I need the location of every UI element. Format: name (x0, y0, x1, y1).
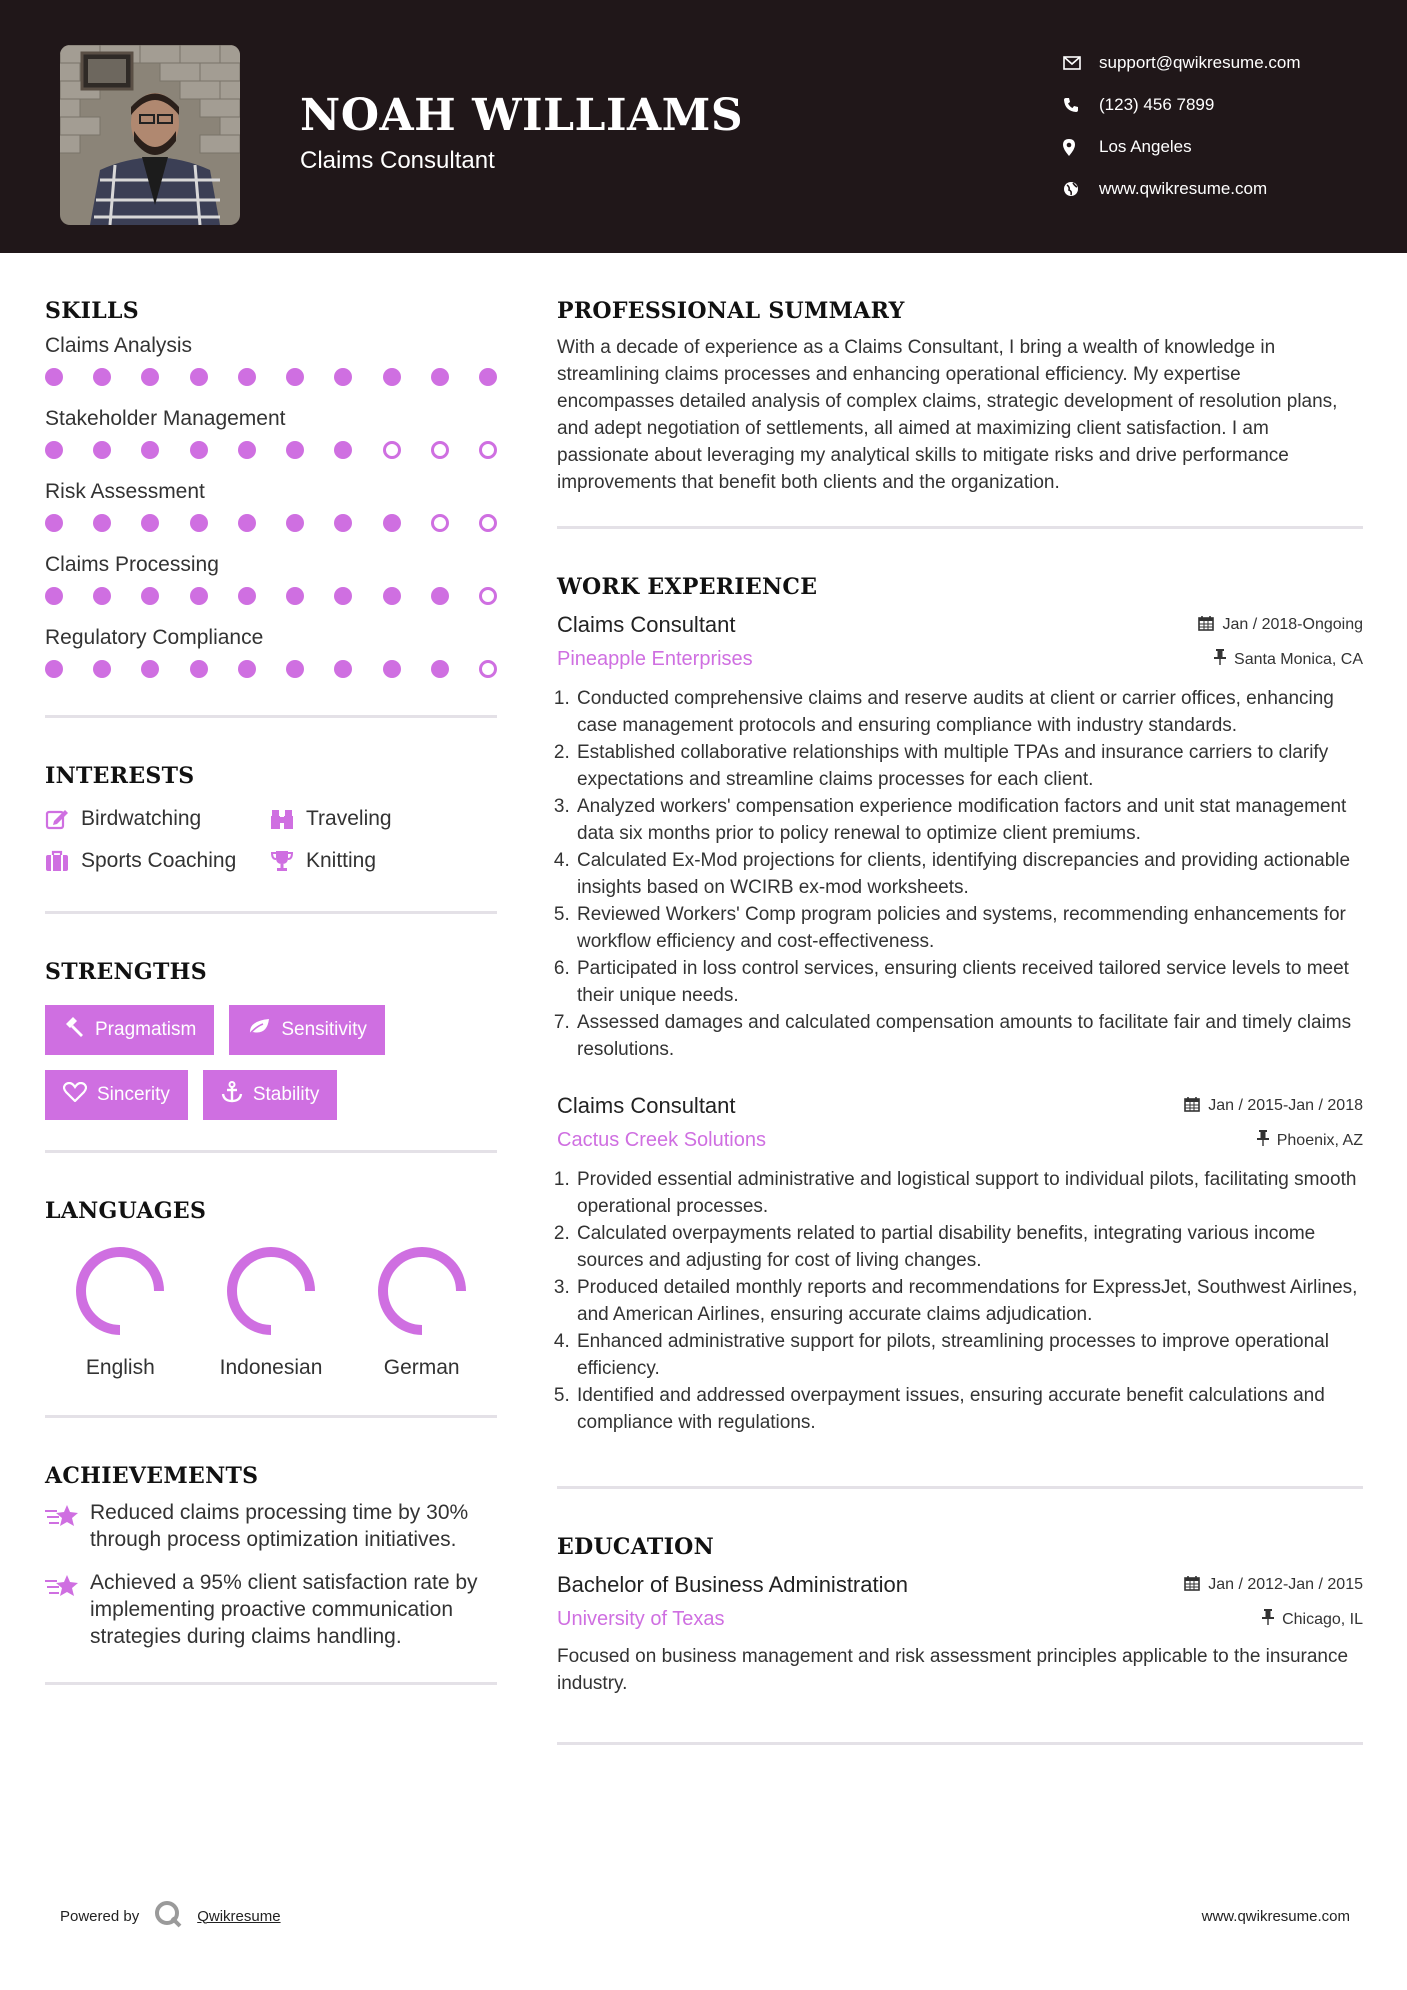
rating-dot-filled (45, 514, 63, 532)
summary-section (557, 298, 1363, 496)
rating-dot-filled (141, 368, 159, 386)
achievement-item (45, 1499, 497, 1553)
rating-dot-filled (190, 441, 208, 459)
achievement-text: Achieved a 95% client satisfaction rate by implementing proactive communication strategies during claims handling. (90, 1571, 478, 1648)
job-bullet: 1. Conducted comprehensive claims and reserve audits at client or carrier offices, enhancing case management protocols and ensuring compliance with industry standards. (575, 685, 1363, 739)
rating-dot-filled (479, 368, 497, 386)
rating-dot-filled (238, 660, 256, 678)
education-school: University of Texas (557, 1608, 725, 1630)
job-entry (557, 612, 1363, 1063)
language-name: German (383, 1356, 460, 1379)
rating-dot-filled (238, 514, 256, 532)
summary-text: With a decade of experience as a Claims Consultant, I bring a wealth of knowledge in streamlining claims processes and enhancing operational efficiency. My expertise encompasses detailed analysis of complex claims, strategic development of resolution plans, and adept negotiation of settlements, all aimed at maximizing client satisfaction. I am passionate about leveraging my analytical skills to mitigate risks and drive performance improvements that benefit both clients and the organization. (557, 337, 1338, 493)
trophy-icon (270, 850, 306, 872)
interest-label: Sports Coaching (81, 849, 237, 872)
section-divider (45, 911, 497, 914)
section-divider (45, 1415, 497, 1418)
job-dates-text: Jan / 2018-Ongoing (1222, 616, 1363, 633)
pushpin-icon (1262, 1609, 1274, 1630)
language-name: Indonesian (219, 1356, 323, 1379)
right-column (557, 298, 1363, 1745)
job-entry (557, 1093, 1363, 1436)
achievements-heading: ACHIEVEMENTS (45, 1463, 259, 1489)
skill-name: Claims Analysis (45, 334, 193, 357)
achievements-section (45, 1463, 497, 1650)
skill-name: Regulatory Compliance (45, 626, 264, 649)
rating-dot-filled (334, 660, 352, 678)
powered-by (60, 1899, 281, 1933)
job-bullet: 3. Produced detailed monthly reports and recommendations for ExpressJet, Southwest Airlines, and American Airlines, ensuring accurate claims adjudication. (575, 1274, 1363, 1328)
section-divider (45, 715, 497, 718)
job-bullet: 5. Reviewed Workers' Comp program policies and systems, recommending enhancements for workflow efficiency and cost-effectiveness. (575, 901, 1363, 955)
rating-dot-filled (190, 587, 208, 605)
interest-label: Birdwatching (81, 807, 202, 830)
contact-website-text: www.qwikresume.com (1099, 179, 1268, 198)
rating-dot-filled (141, 660, 159, 678)
contact-email[interactable] (1063, 42, 1301, 84)
skill-name: Claims Processing (45, 553, 219, 576)
job-company: Pineapple Enterprises (557, 648, 753, 670)
interest-label: Traveling (306, 807, 392, 830)
rating-dot-filled (334, 368, 352, 386)
skill-rating (45, 437, 497, 459)
skill-item (45, 324, 497, 397)
rating-dot-filled (431, 368, 449, 386)
rating-dot-filled (190, 514, 208, 532)
calendar-icon (1184, 1096, 1200, 1117)
section-divider (557, 526, 1363, 529)
interests-heading: INTERESTS (45, 763, 195, 789)
job-dates (1198, 615, 1363, 636)
rating-dot-filled (45, 441, 63, 459)
rating-dot-empty (383, 441, 401, 459)
education-description: Focused on business management and risk assessment principles applicable to the insurance industry. (557, 1646, 1349, 1694)
contact-location-text: Los Angeles (1099, 137, 1192, 156)
contact-list (1063, 42, 1301, 210)
rating-dot-filled (431, 587, 449, 605)
leaf-icon (247, 1017, 271, 1043)
job-title: Claims Consultant (557, 1093, 736, 1118)
rating-dot-empty (479, 587, 497, 605)
experience-section (557, 574, 1363, 1436)
language-gauge (375, 1244, 469, 1338)
languages-heading: LANGUAGES (45, 1198, 207, 1224)
skill-rating (45, 510, 497, 532)
rating-dot-filled (238, 368, 256, 386)
contact-location (1063, 126, 1301, 168)
strengths-section (45, 959, 497, 1120)
pencil-square-icon (45, 808, 81, 830)
contact-phone-text: (123) 456 7899 (1099, 95, 1215, 114)
skills-heading: SKILLS (45, 298, 139, 324)
job-company: Cactus Creek Solutions (557, 1129, 766, 1151)
skill-rating (45, 656, 497, 678)
rating-dot-filled (141, 514, 159, 532)
job-dates-text: Jan / 2015-Jan / 2018 (1208, 1097, 1363, 1114)
languages-section (45, 1198, 497, 1380)
experience-heading: WORK EXPERIENCE (557, 574, 818, 600)
rating-dot-filled (45, 660, 63, 678)
achievement-text: Reduced claims processing time by 30% through process optimization initiatives. (90, 1501, 469, 1551)
skills-list (45, 324, 497, 689)
job-location (1257, 1130, 1363, 1151)
job-bullet: 7. Assessed damages and calculated compensation amounts to facilitate fair and timely claims resolutions. (575, 1009, 1363, 1063)
education-dates-text: Jan / 2012-Jan / 2015 (1208, 1576, 1363, 1593)
skills-section (45, 298, 497, 689)
binoculars-icon (270, 808, 306, 830)
section-divider (45, 1682, 497, 1685)
rating-dot-filled (334, 514, 352, 532)
rating-dot-filled (93, 514, 111, 532)
brand-link[interactable]: Qwikresume (197, 1907, 281, 1925)
language-name: English (85, 1356, 155, 1379)
page-footer (60, 1896, 1350, 1936)
section-divider (45, 1150, 497, 1153)
rating-dot-filled (431, 660, 449, 678)
strength-label: Pragmatism (95, 1019, 197, 1040)
skill-name: Risk Assessment (45, 480, 205, 503)
strength-tag (45, 1070, 188, 1120)
profile-photo (60, 45, 240, 225)
job-dates (1184, 1096, 1363, 1117)
strength-label: Stability (252, 1084, 320, 1105)
powered-by-text: Powered by (60, 1907, 140, 1925)
envelope-icon (1063, 56, 1099, 70)
section-divider (557, 1742, 1363, 1745)
candidate-name: NOAH WILLIAMS (300, 90, 744, 141)
job-bullet: 4. Enhanced administrative support for pilots, streamlining processes to improve operational efficiency. (575, 1328, 1363, 1382)
skill-name: Stakeholder Management (45, 407, 286, 430)
heart-icon (63, 1082, 87, 1108)
rating-dot-filled (334, 587, 352, 605)
interests-section (45, 763, 497, 873)
rating-dot-filled (286, 368, 304, 386)
strengths-heading: STRENGTHS (45, 959, 207, 985)
rating-dot-filled (141, 587, 159, 605)
language-item (45, 1244, 196, 1380)
skill-rating (45, 364, 497, 386)
rating-dot-filled (45, 368, 63, 386)
skill-item (45, 470, 497, 543)
education-section (557, 1534, 1363, 1697)
hammer-icon (63, 1016, 85, 1044)
qwikresume-logo-icon (153, 1899, 183, 1933)
strength-label: Sensitivity (281, 1019, 367, 1040)
contact-website[interactable] (1063, 168, 1301, 210)
anchor-icon (221, 1081, 243, 1109)
section-divider (557, 1486, 1363, 1489)
resume-header (0, 0, 1407, 253)
job-bullet: 2. Calculated overpayments related to partial disability benefits, integrating various income sources and adjusting for cost of living changes. (575, 1220, 1363, 1274)
globe-icon (1063, 181, 1099, 197)
pushpin-icon (1214, 649, 1226, 670)
education-heading: EDUCATION (557, 1534, 715, 1560)
strength-tag (45, 1005, 214, 1055)
contact-phone[interactable] (1063, 84, 1301, 126)
job-bullet: 3. Analyzed workers' compensation experience modification factors and unit stat management data six months prior to policy renewal to optimize client premiums. (575, 793, 1363, 847)
summary-heading: PROFESSIONAL SUMMARY (557, 298, 905, 324)
rating-dot-filled (334, 441, 352, 459)
skill-item (45, 543, 497, 616)
candidate-title: Claims Consultant (300, 147, 495, 174)
job-bullets (557, 1166, 1363, 1436)
achievement-item (45, 1569, 497, 1650)
rating-dot-filled (383, 514, 401, 532)
left-column (45, 298, 497, 1685)
rating-dot-empty (431, 514, 449, 532)
job-location (1214, 649, 1363, 670)
interest-item (270, 849, 495, 873)
calendar-icon (1198, 615, 1214, 636)
footer-url[interactable]: www.qwikresume.com (1201, 1907, 1350, 1925)
rating-dot-filled (238, 441, 256, 459)
rating-dot-filled (286, 587, 304, 605)
rating-dot-filled (286, 514, 304, 532)
strength-tag (203, 1070, 338, 1120)
briefcase-icon (45, 850, 81, 872)
rating-dot-filled (190, 368, 208, 386)
interest-item (45, 849, 270, 873)
rating-dot-filled (93, 660, 111, 678)
job-bullet: 6. Participated in loss control services, ensuring clients received tailored service levels to meet their unique needs. (575, 955, 1363, 1009)
rating-dot-filled (238, 587, 256, 605)
interest-item (270, 807, 495, 831)
rating-dot-filled (93, 368, 111, 386)
pushpin-icon (1257, 1130, 1269, 1151)
rating-dot-filled (141, 441, 159, 459)
education-location (1262, 1609, 1363, 1630)
education-dates (1184, 1575, 1363, 1596)
rating-dot-filled (93, 441, 111, 459)
language-gauge (73, 1244, 167, 1338)
rating-dot-empty (479, 514, 497, 532)
job-bullet: 2. Established collaborative relationships with multiple TPAs and insurance carriers to clarify expectations and streamline claims processes for each client. (575, 739, 1363, 793)
contact-email-text: support@qwikresume.com (1099, 53, 1301, 72)
skill-item (45, 397, 497, 470)
interest-label: Knitting (306, 849, 377, 872)
rating-dot-filled (93, 587, 111, 605)
rating-dot-filled (286, 660, 304, 678)
rating-dot-filled (286, 441, 304, 459)
job-title: Claims Consultant (557, 612, 736, 637)
phone-icon (1063, 97, 1099, 113)
rating-dot-filled (383, 660, 401, 678)
language-gauge (224, 1244, 318, 1338)
rating-dot-empty (479, 441, 497, 459)
rating-dot-empty (479, 660, 497, 678)
job-location-text: Santa Monica, CA (1234, 650, 1363, 668)
language-item (346, 1244, 497, 1380)
shooting-star-icon (45, 1569, 90, 1650)
job-bullet: 4. Calculated Ex-Mod projections for clients, identifying discrepancies and providing actionable insights based on WCIRB ex-mod worksheets. (575, 847, 1363, 901)
job-bullets (557, 685, 1363, 1063)
skill-rating (45, 583, 497, 605)
rating-dot-empty (431, 441, 449, 459)
shooting-star-icon (45, 1499, 90, 1553)
calendar-icon (1184, 1575, 1200, 1596)
education-degree: Bachelor of Business Administration (557, 1572, 908, 1597)
strength-label: Sincerity (97, 1084, 170, 1105)
interest-item (45, 807, 270, 831)
job-bullet: 1. Provided essential administrative and logistical support to individual pilots, facilitating smooth operational processes. (575, 1166, 1363, 1220)
rating-dot-filled (190, 660, 208, 678)
strength-tag (229, 1005, 385, 1055)
job-bullet: 5. Identified and addressed overpayment issues, ensuring accurate benefit calculations and compliance with regulations. (575, 1382, 1363, 1436)
job-location-text: Phoenix, AZ (1276, 1131, 1363, 1149)
skill-item (45, 616, 497, 689)
rating-dot-filled (383, 368, 401, 386)
rating-dot-filled (45, 587, 63, 605)
location-pin-icon (1063, 139, 1099, 156)
rating-dot-filled (383, 587, 401, 605)
language-item (196, 1244, 347, 1380)
education-location-text: Chicago, IL (1282, 1610, 1363, 1628)
